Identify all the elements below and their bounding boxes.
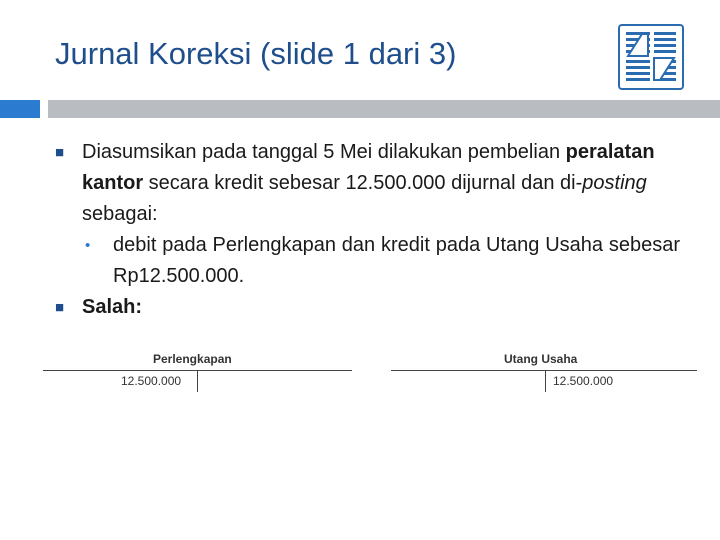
sub-bullet-text: debit pada Perlengkapan dan kredit pada Utang Usaha sebesar Rp12.500.000. (113, 234, 680, 287)
t-account-title: Utang Usaha (504, 352, 578, 366)
bullet-bold-text: Salah: (82, 296, 143, 318)
t-account-horizontal-line (391, 370, 697, 371)
t-account-vertical-line (197, 370, 198, 392)
square-bullet-icon: ■ (55, 144, 65, 161)
slide-title: Jurnal Koreksi (slide 1 dari 3) (55, 36, 457, 71)
sub-bullet-entry (55, 230, 680, 292)
bullet-italic-text: posting (582, 172, 647, 194)
square-bullet-icon: ■ (55, 299, 65, 316)
bullet-text: secara kredit sebesar 12.500.000 dijurnal dan di- (143, 172, 583, 194)
t-account-debit-amount: 12.500.000 (121, 374, 182, 388)
divider-bar (48, 100, 720, 118)
bullet-text: Diasumsikan pada tanggal 5 Mei dilakukan pembelian (82, 141, 566, 163)
bullet-assumption (55, 137, 680, 230)
slide-content (55, 137, 680, 323)
bullet-wrong (55, 292, 680, 323)
round-bullet-icon: • (85, 237, 91, 254)
t-account-credit-amount: 12.500.000 (553, 374, 614, 388)
accent-bar (0, 100, 40, 118)
logo-graphic (620, 26, 682, 88)
t-account-title: Perlengkapan (153, 352, 232, 366)
logo-icon (618, 24, 684, 90)
t-account-vertical-line (545, 370, 546, 392)
bullet-text: sebagai: (82, 203, 158, 225)
bullet-bold-text: peralatan kantor (82, 141, 655, 194)
